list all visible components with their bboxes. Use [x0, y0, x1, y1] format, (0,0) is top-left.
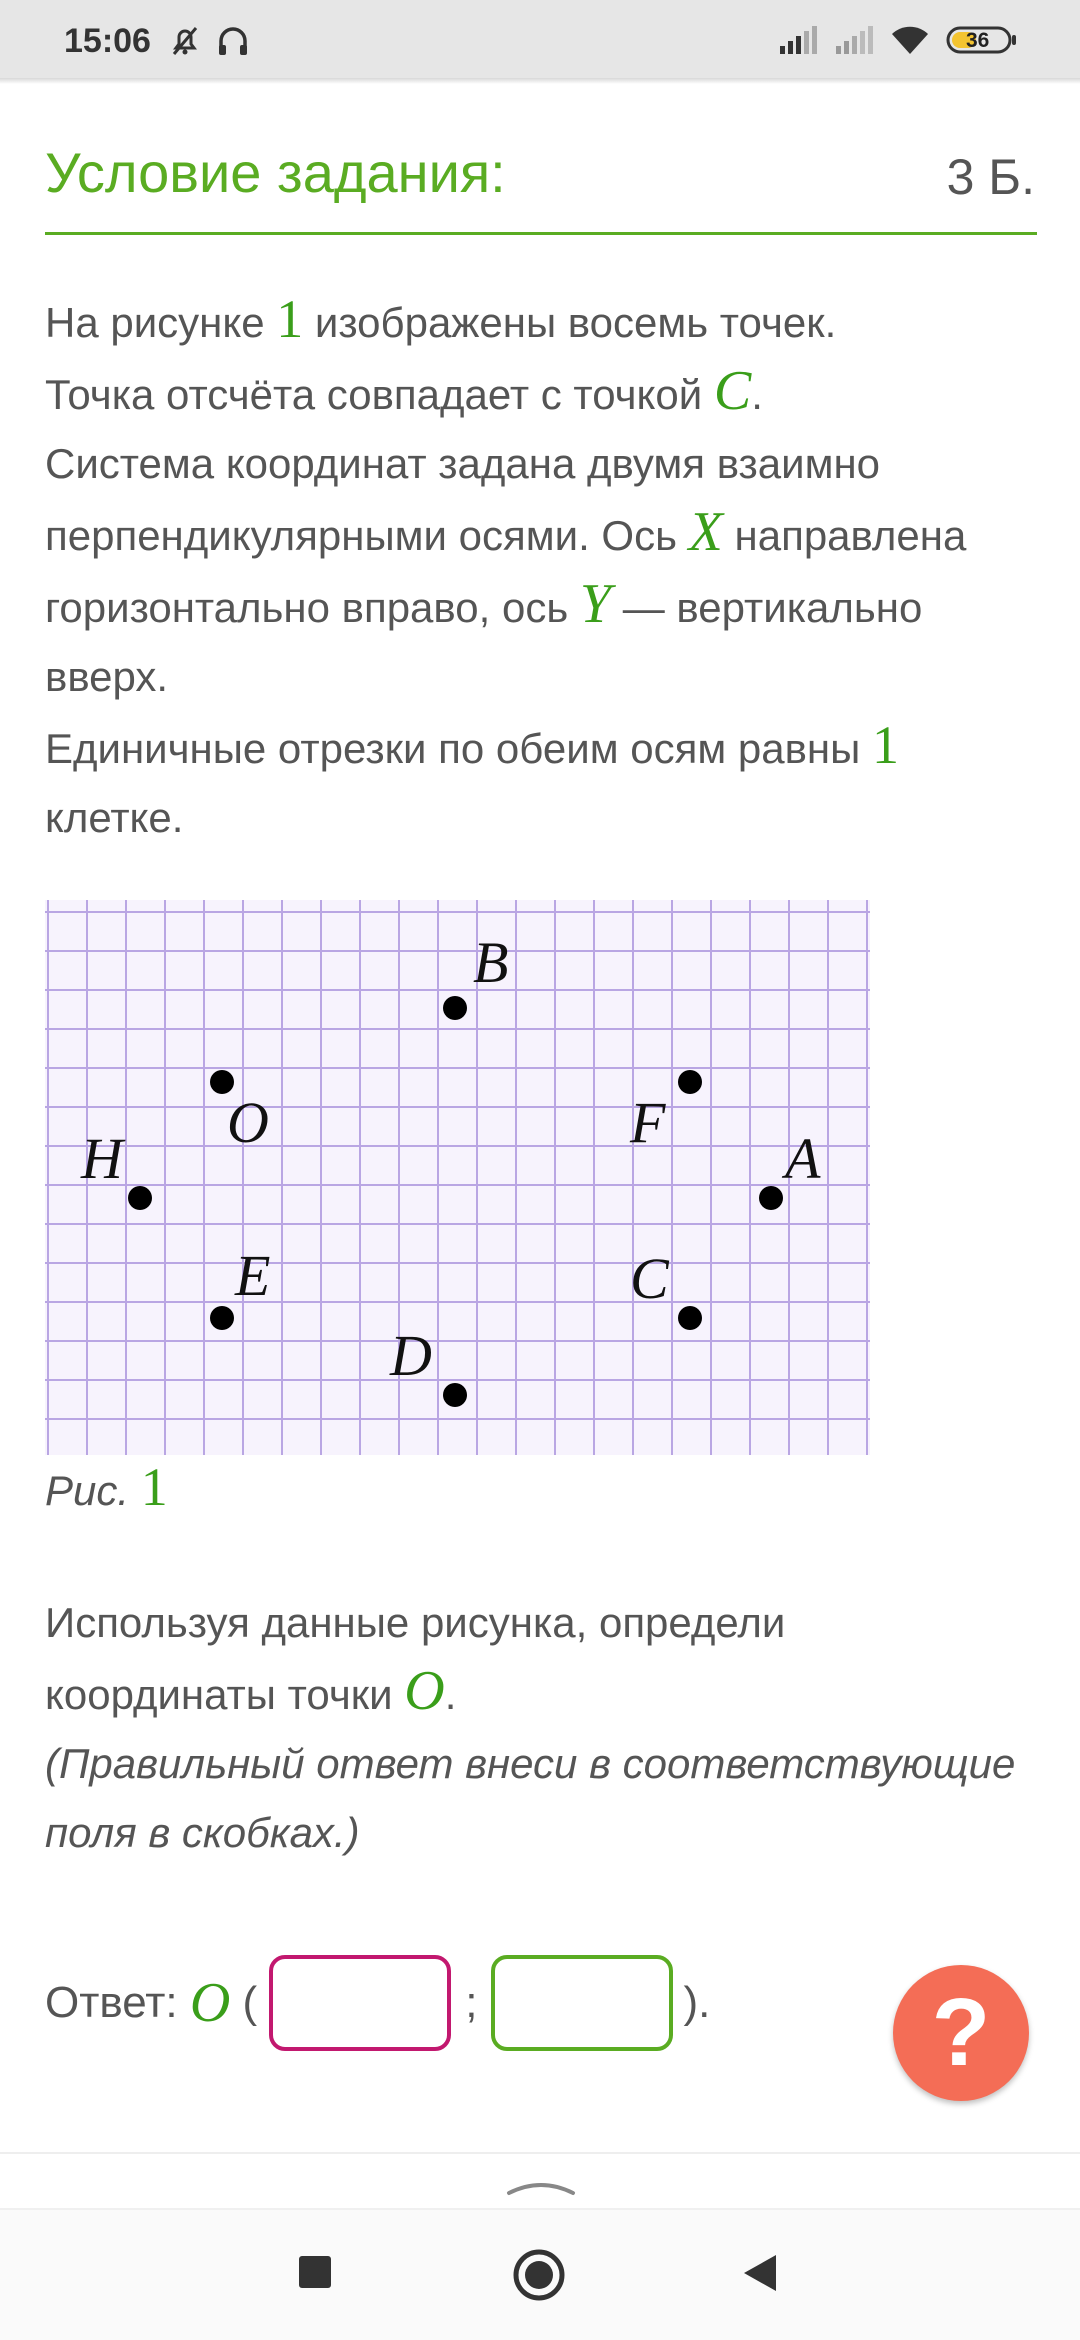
signal-icon — [778, 26, 818, 61]
text: На рисунке — [45, 299, 277, 346]
text: координаты точки — [45, 1671, 405, 1718]
status-shadow — [0, 78, 1080, 84]
statement-line — [45, 711, 1045, 783]
status-time: 15:06 — [64, 22, 151, 60]
math-number: 1 — [871, 715, 899, 775]
headphones-icon — [216, 24, 250, 63]
text: поля в скобках.) — [45, 1809, 360, 1856]
back-icon[interactable] — [740, 2252, 780, 2299]
statement-line — [45, 570, 1045, 642]
statement-line — [45, 498, 1045, 570]
help-icon: ? — [931, 1979, 991, 2086]
question-line — [45, 1657, 1045, 1729]
help-button[interactable] — [893, 1965, 1029, 2101]
point-F-label: F — [630, 1090, 666, 1155]
recent-apps-icon[interactable] — [297, 2254, 333, 2295]
task-title: Условие задания: — [45, 141, 506, 204]
question-line — [45, 1588, 1045, 1657]
grid-background — [45, 900, 870, 1455]
chevron-up-icon[interactable] — [505, 2175, 577, 2202]
math-variable: C — [713, 360, 752, 422]
text: Используя данные рисунка, определи — [45, 1599, 786, 1646]
statement-line — [45, 357, 1045, 429]
open-paren: ( — [230, 1977, 258, 2027]
battery-level: 36 — [966, 29, 990, 52]
text: Система координат задана двумя взаимно — [45, 440, 881, 487]
point-B-label: B — [473, 930, 509, 995]
caption-text: Рис. — [45, 1467, 141, 1514]
wifi-icon — [890, 24, 930, 61]
question-note — [45, 1729, 1045, 1798]
grid-svg — [45, 900, 870, 1455]
status-bar — [0, 0, 1080, 78]
silent-bell-icon — [168, 24, 202, 63]
text: перпендикулярными осями. Ось — [45, 512, 689, 559]
math-variable: O — [404, 1660, 445, 1722]
point-B-dot — [443, 996, 467, 1020]
task-statement — [45, 285, 1045, 852]
text: . — [751, 371, 763, 418]
caption-number: 1 — [140, 1457, 168, 1517]
header-divider — [45, 232, 1037, 235]
text: Точка отсчёта совпадает с точкой — [45, 371, 714, 418]
text: Единичные отрезки по обеим осям равны — [45, 725, 872, 772]
math-variable: Y — [579, 573, 612, 635]
point-C-dot — [678, 1306, 702, 1330]
statement-line — [45, 285, 1045, 357]
task-points: 3 Б. — [946, 149, 1035, 205]
statement-line — [45, 429, 1045, 498]
text: направлена — [722, 512, 967, 559]
point-A-dot — [759, 1186, 783, 1210]
text: вверх. — [45, 653, 169, 700]
answer-variable: O — [189, 1971, 231, 2034]
y-coordinate-input[interactable] — [491, 1955, 673, 2051]
point-O-label: O — [227, 1090, 269, 1155]
statement-line — [45, 783, 1045, 852]
coordinate-grid-figure — [45, 900, 870, 1455]
home-icon[interactable] — [512, 2248, 566, 2307]
text: клетке. — [45, 794, 184, 841]
point-C-label: C — [630, 1246, 669, 1311]
point-F-dot — [678, 1070, 702, 1094]
answer-label: Ответ: — [45, 1977, 190, 2027]
math-variable: X — [688, 501, 723, 563]
point-E-dot — [210, 1306, 234, 1330]
text: (Правильный ответ внеси в соответствующие — [45, 1740, 1016, 1787]
point-D-label: D — [390, 1323, 432, 1388]
question-note — [45, 1798, 1045, 1867]
point-A-label: A — [785, 1126, 821, 1191]
point-H-dot — [128, 1186, 152, 1210]
separator: ; — [465, 1977, 478, 2027]
question — [45, 1588, 1045, 1867]
x-coordinate-input[interactable] — [269, 1955, 451, 2051]
math-number: 1 — [276, 289, 304, 349]
signal-icon — [834, 26, 874, 61]
point-E-label: E — [235, 1243, 271, 1308]
close-paren: ). — [683, 1977, 711, 2027]
answer-row — [45, 1950, 710, 2055]
figure-caption — [45, 1456, 168, 1518]
text: изображены восемь точек. — [303, 299, 837, 346]
text: горизонтально вправо, ось — [45, 584, 580, 631]
point-D-dot — [443, 1383, 467, 1407]
text: — вертикально — [611, 584, 923, 631]
statement-line — [45, 642, 1045, 711]
text: . — [444, 1671, 457, 1718]
point-H-label: H — [81, 1126, 123, 1191]
